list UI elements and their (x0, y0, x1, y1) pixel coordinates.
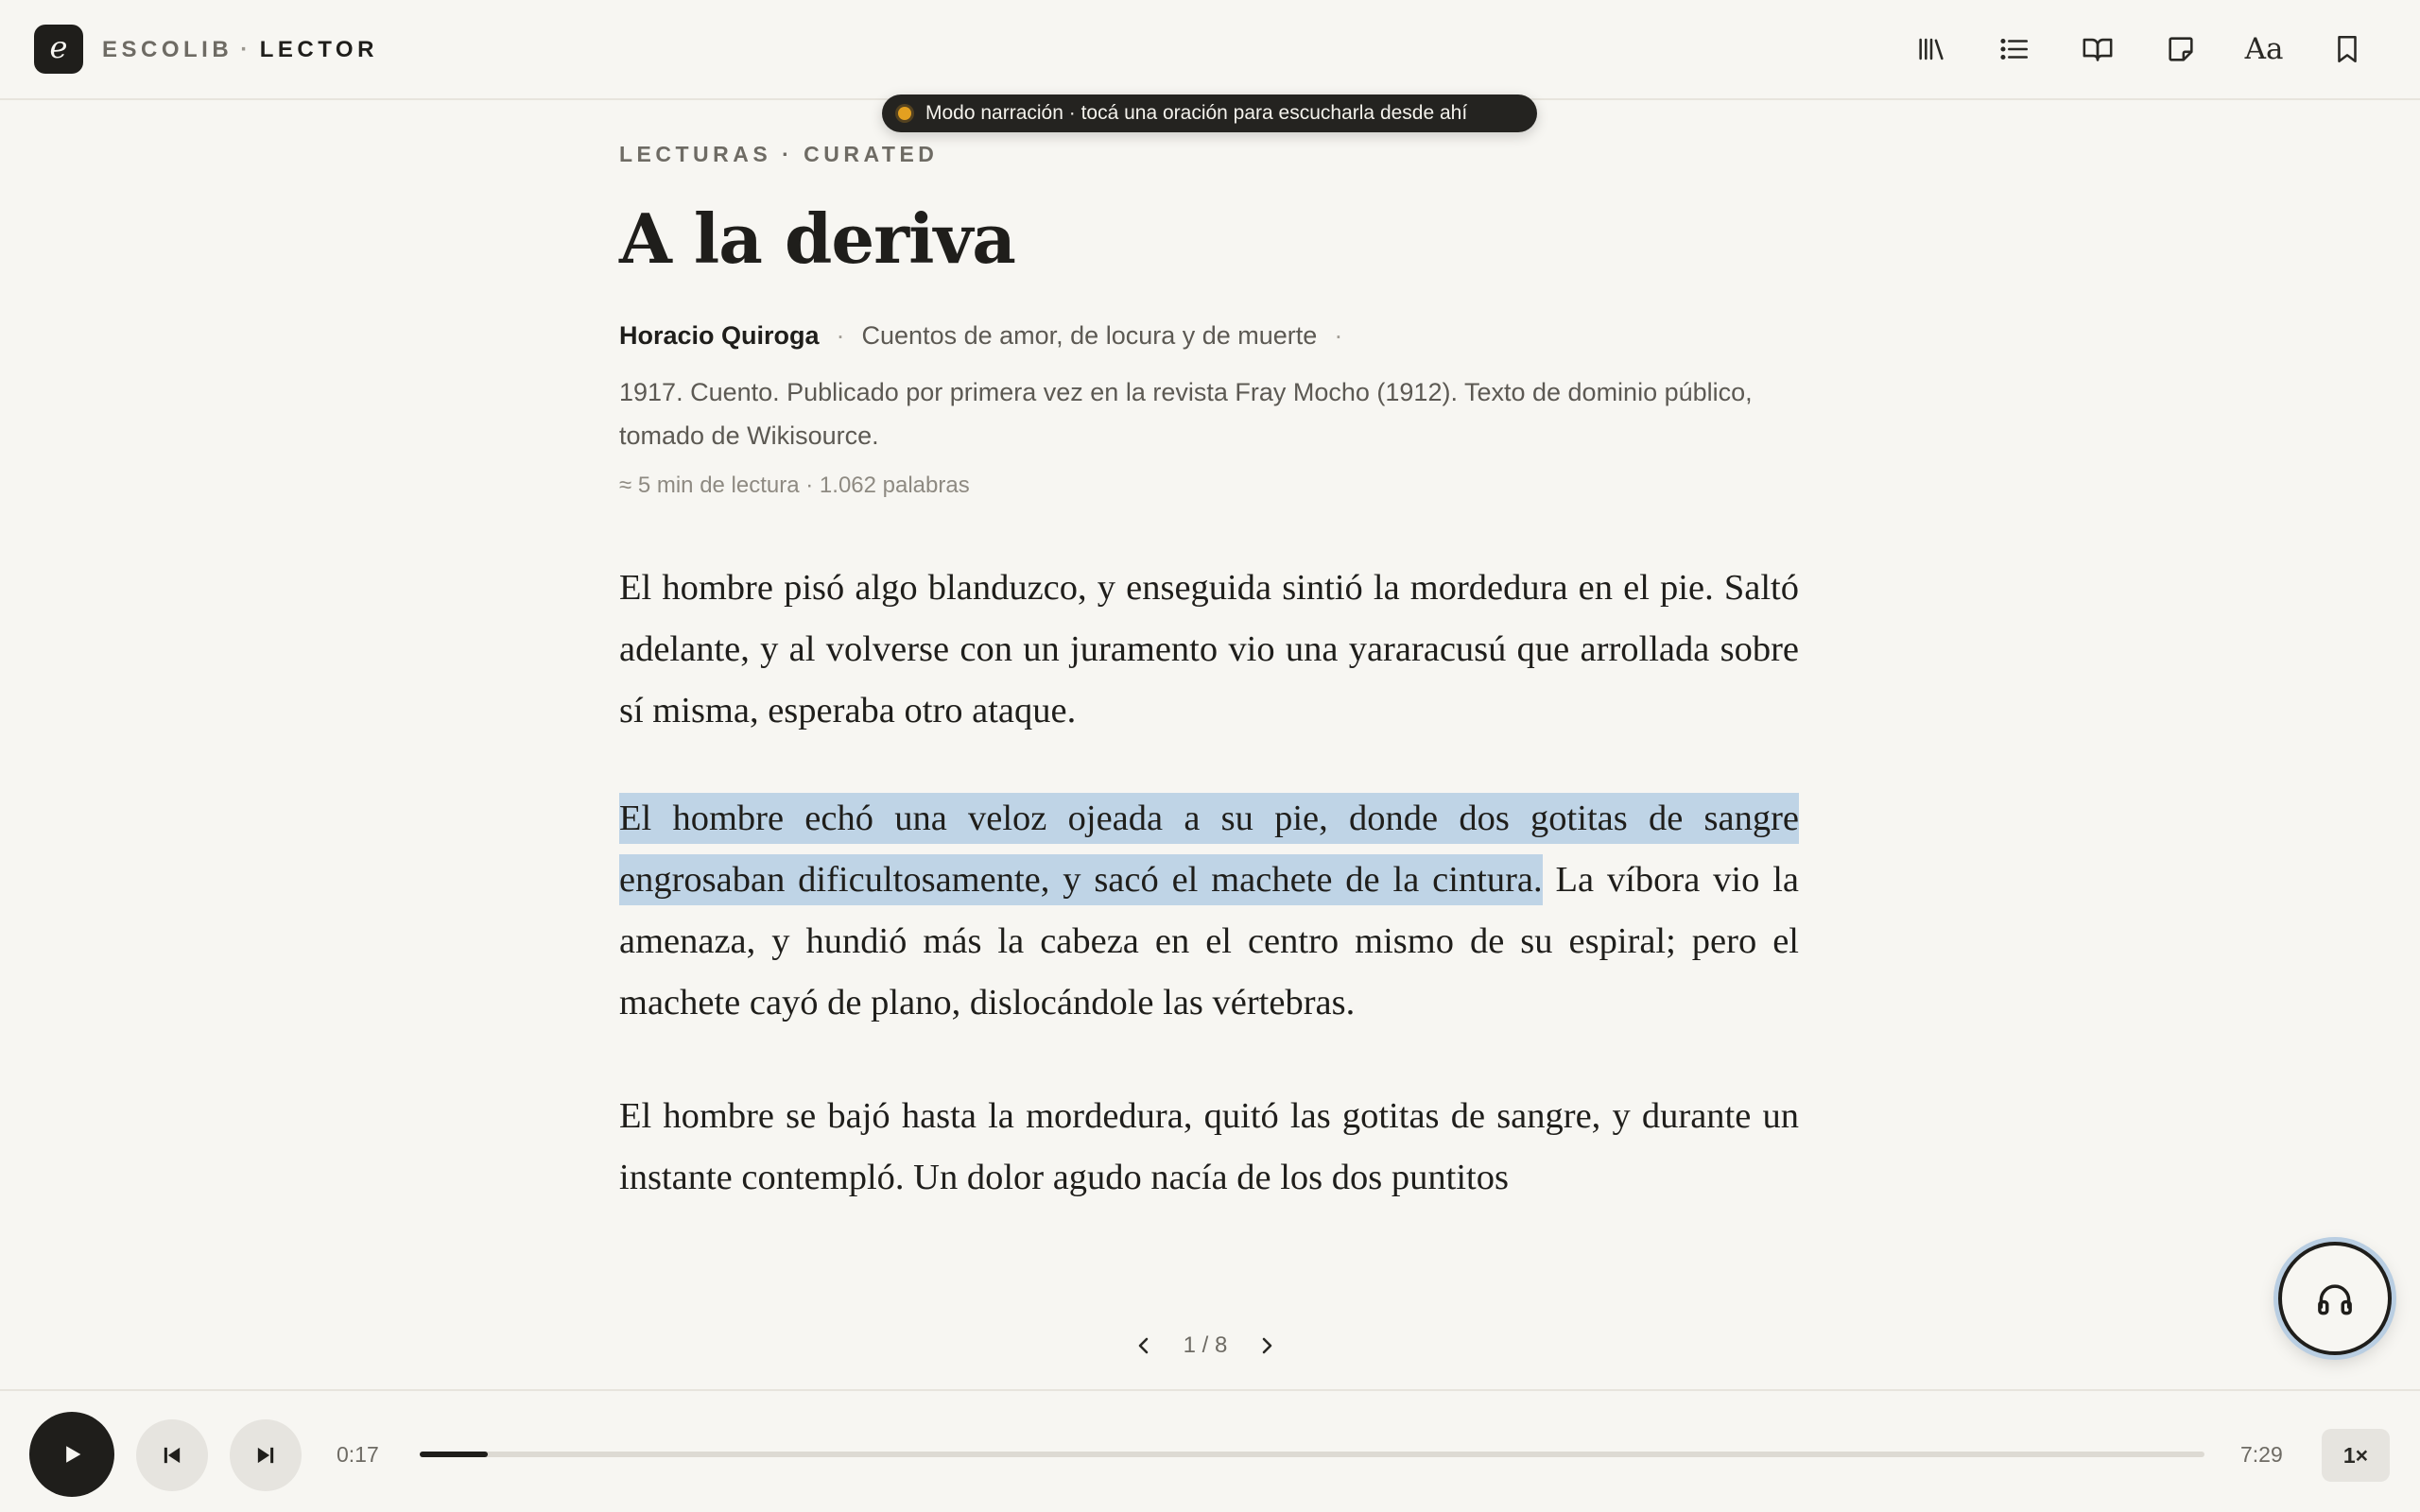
brand-secondary: LECTOR (259, 37, 378, 62)
brand-separator: · (240, 37, 252, 62)
play-button[interactable] (29, 1412, 114, 1497)
total-time: 7:29 (2240, 1442, 2283, 1467)
brand-title (102, 36, 378, 64)
paragraph[interactable]: El hombre se bajó hasta la mordedura, quitó las gotitas de sangre, y durante un instante contempló. Un dolor agudo nacía de los dos puntitos (619, 1096, 1799, 1197)
progress-fill (420, 1452, 488, 1457)
open-book-icon[interactable] (2075, 26, 2120, 72)
highlighted-sentence[interactable]: El hombre echó una veloz ojeada a su pie, donde dos gotitas de sangre engrosaban dificultosamente, y sacó el machete de la cintura. (619, 793, 1799, 905)
byline-separator: · (1334, 321, 1343, 350)
brand-primary: ESCOLIB (102, 37, 233, 62)
skip-back-icon (159, 1442, 185, 1469)
audio-player (0, 1389, 2420, 1512)
byline-separator: · (836, 321, 845, 350)
next-page-button[interactable] (1248, 1327, 1286, 1365)
current-time: 0:17 (337, 1442, 379, 1467)
progress-bar[interactable] (420, 1452, 2204, 1457)
play-icon (59, 1441, 85, 1468)
narration-mode-toast (882, 94, 1537, 132)
bookmark-icon[interactable] (2325, 26, 2370, 72)
playback-speed-button[interactable]: 1× (2322, 1429, 2390, 1482)
previous-page-button[interactable] (1125, 1327, 1163, 1365)
font-settings-icon[interactable]: Aa (2244, 32, 2284, 66)
author-name[interactable]: Horacio Quiroga (619, 321, 820, 350)
app-logo[interactable]: e (34, 25, 83, 74)
skip-back-button[interactable] (136, 1419, 208, 1491)
paragraph[interactable]: El hombre pisó algo blanduzco, y enseguida sintió la mordedura en el pie. Saltó adelante, y al volverse con un juramento vio una yararacusú que arrollada sobre sí misma, esperaba otro ataque. (619, 568, 1799, 730)
paragraph[interactable] (619, 788, 1799, 1034)
narration-button[interactable] (2278, 1242, 2392, 1355)
sentence[interactable]: La víbora vio la amenaza, y hundió más la cabeza en el centro mismo de su espiral; pero el machete cayó de plano, dislocándole las vértebras. (619, 860, 1799, 1022)
reading-meta: ≈ 5 min de lectura · 1.062 palabras (619, 472, 970, 498)
page-indicator: 1 / 8 (1183, 1332, 1228, 1358)
note-icon[interactable] (2158, 26, 2204, 72)
page-navigation (1125, 1323, 1286, 1368)
byline (619, 319, 1359, 352)
section-eyebrow: LECTURAS · CURATED (619, 142, 939, 166)
list-icon[interactable] (1992, 26, 2037, 72)
collection-name[interactable]: Cuentos de amor, de locura y de muerte (861, 321, 1318, 350)
status-dot-icon (898, 107, 911, 120)
library-icon[interactable] (1909, 26, 1954, 72)
top-bar (0, 0, 2420, 100)
skip-forward-button[interactable] (230, 1419, 302, 1491)
skip-forward-icon (252, 1442, 279, 1469)
story-title: A la deriva (619, 198, 1015, 279)
chevron-left-icon (1132, 1334, 1155, 1357)
toast-text: Modo narración · tocá una oración para escucharla desde ahí (925, 102, 1468, 124)
chevron-right-icon (1255, 1334, 1278, 1357)
story-description: 1917. Cuento. Publicado por primera vez en la revista Fray Mocho (1912). Texto de dominio público, tomado de Wikisource. (619, 378, 1753, 450)
headphones-icon (2314, 1278, 2356, 1319)
